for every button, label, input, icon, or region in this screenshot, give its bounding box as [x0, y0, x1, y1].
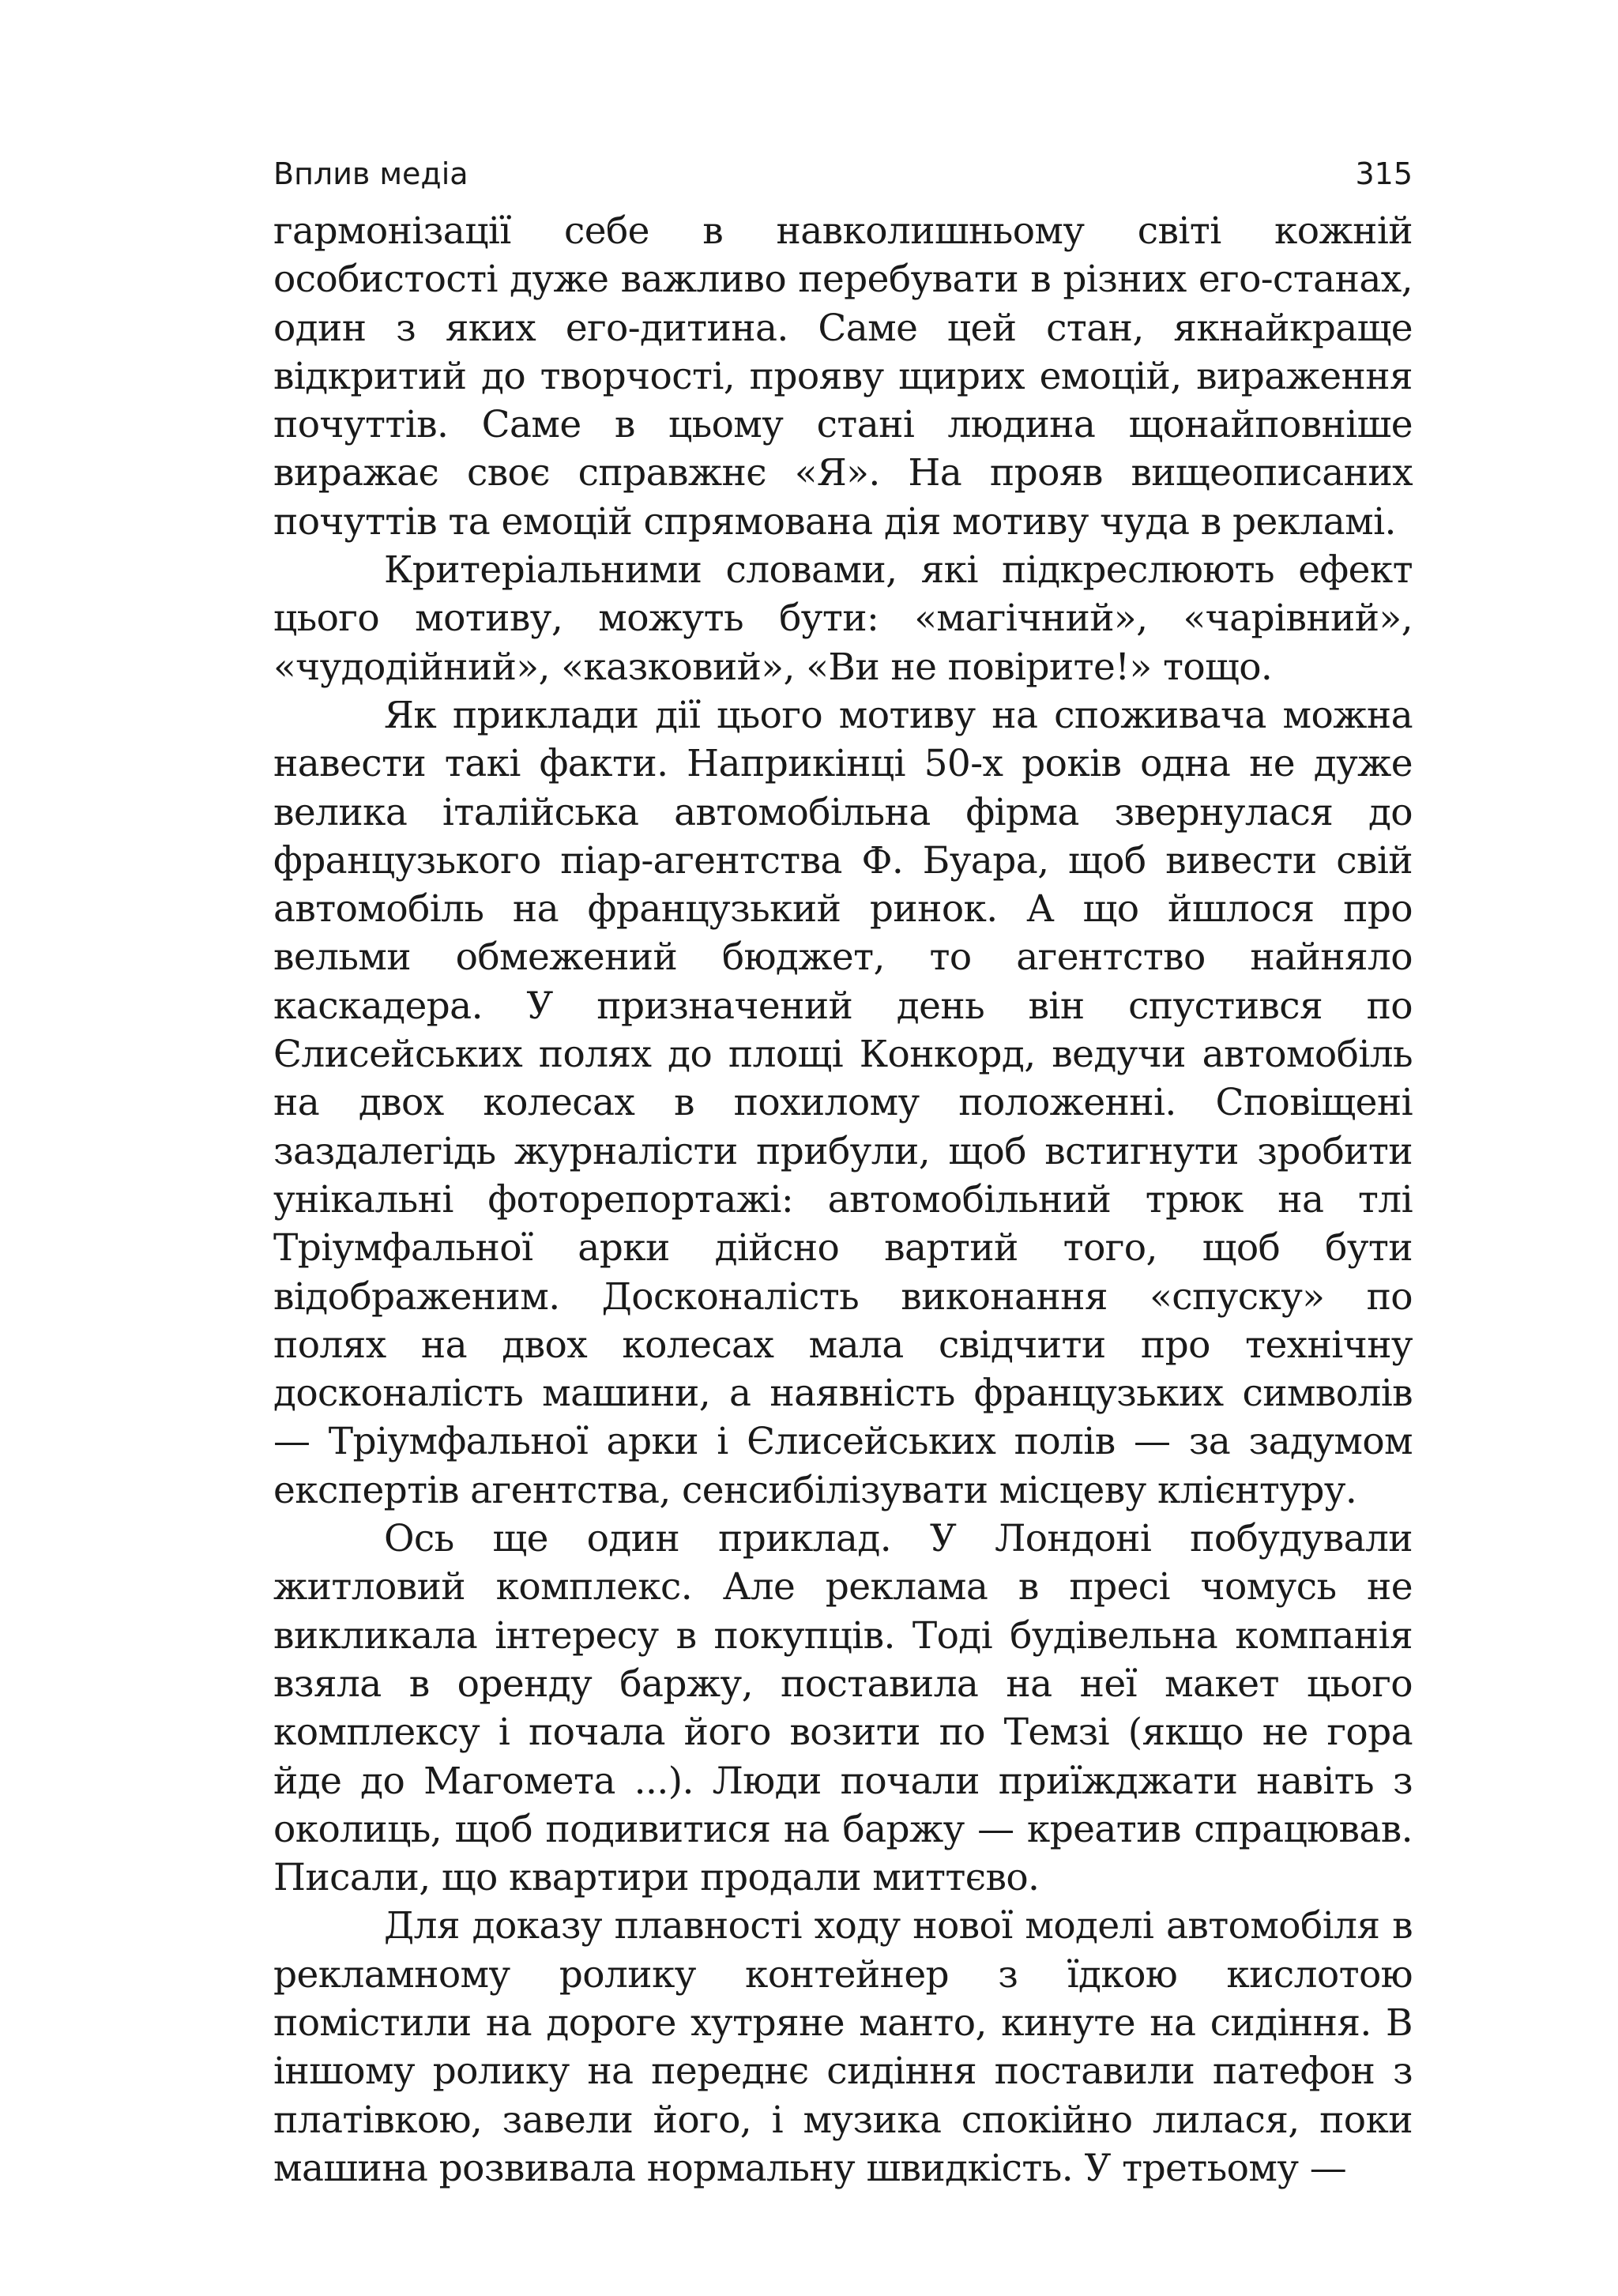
paragraph-continued: гармонізації себе в навколишньому світі кожній особистості дуже важливо перебувати в різних его-станах, один з яких его-дитина. Саме цей стан, якнайкраще відкритий до творчості, прояву щирих емоцій, вираження почуттів. Саме в цьому стані людина щонайповніше виражає своє справжнє «Я». На прояв вищеописаних почуттів та емоцій спрямована дія мотиву чуда в рекламі. — [273, 209, 1413, 544]
body-text — [273, 207, 1413, 2192]
paragraph: Для доказу плавності ходу нової моделі автомобіля в рекламному ролику контейнер з їдкою кислотою помістили на дороге хутряне манто, кинуте на сидіння. В іншому ролику на переднє сидіння поставили патефон з платівкою, завели його, і музика спокійно лилася, поки машина розвивала нормальну швидкість. У третьому — — [273, 1904, 1413, 2190]
paragraph: Як приклади дії цього мотиву на споживача можна навести такі факти. Наприкінці 50-х років одна не дуже велика італійська автомобільна фірма звернулася до французького піар-агентства Ф. Буара, щоб вивести свій автомобіль на французький ринок. А що йшлося про вельми обмежений бюджет, то агентство найняло каскадера. У призначений день він спустився по Єлисейських полях до площі Конкорд, ведучи автомобіль на двох колесах в похилому положенні. Сповіщені заздалегідь журналісти прибули, щоб встигнути зробити унікальні фоторепортажі: автомобільний трюк на тлі Тріумфальної арки дійсно вартий того, щоб бути відображеним. Досконалість виконання «спуску» по полях на двох колесах мала свідчити про технічну досконалість машини, а наявність французьких символів — Тріумфальної арки і Єлисейських полів — за задумом експертів агентства, сенсибілізувати місцеву клієнтуру. — [273, 693, 1413, 1512]
running-title: Вплив медіа — [273, 156, 468, 191]
paragraph: Критеріальними словами, які підкреслюють ефект цього мотиву, можуть бути: «магічний», «чарівний», «чудодійний», «казковий», «Ви не повірите!» тощо. — [273, 548, 1413, 689]
page-number: 315 — [1355, 156, 1413, 191]
running-header — [273, 150, 1413, 198]
paragraph: Ось ще один приклад. У Лондоні побудували житловий комплекс. Але реклама в пресі чомусь не викликала інтересу в покупців. Тоді будівельна компанія взяла в оренду баржу, поставила на неї макет цього комплексу і почала його возити по Темзі (якщо не гора йде до Магомета ...). Люди почали приїжджати навіть з околиць, щоб подивитися на баржу — креатив спрацював. Писали, що квартири продали миттєво. — [273, 1517, 1413, 1900]
